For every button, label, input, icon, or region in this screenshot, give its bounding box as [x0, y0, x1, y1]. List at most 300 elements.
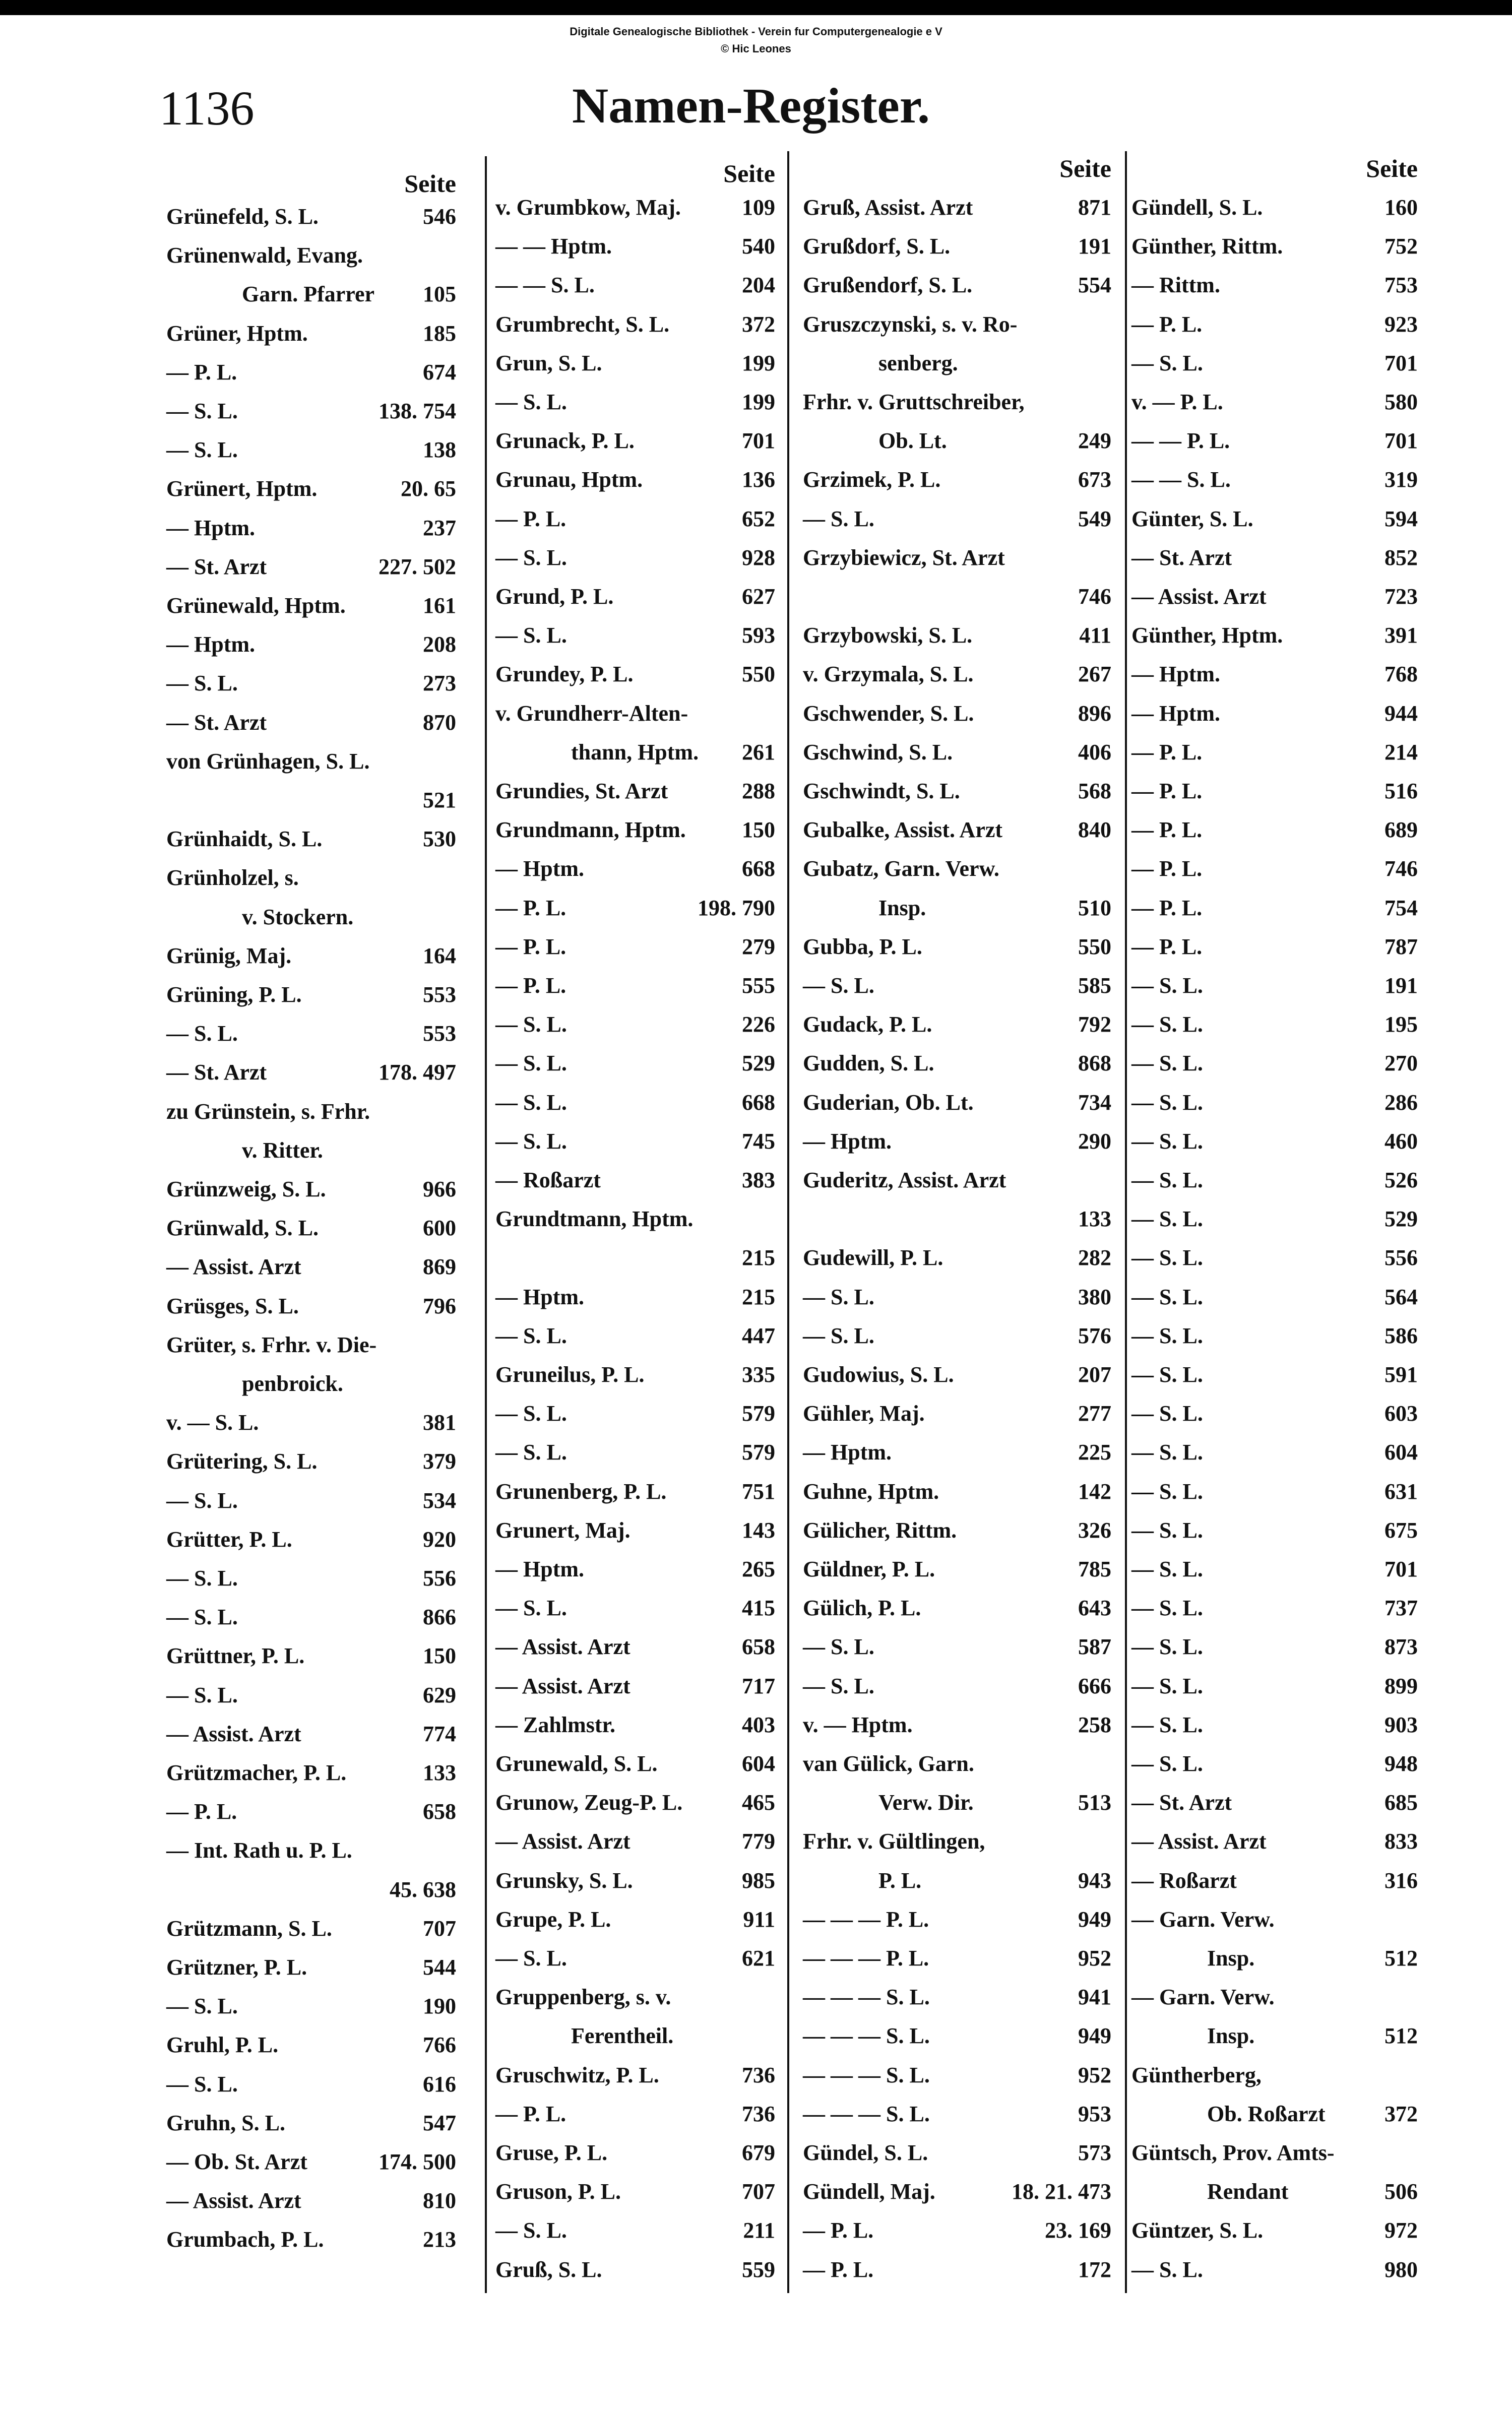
- register-entry: [1131, 305, 1418, 344]
- register-entry: [1131, 2095, 1418, 2133]
- entry-name: thann, Hptm.: [571, 739, 699, 765]
- register-entry: [1131, 1744, 1418, 1783]
- entry-page: 953: [1078, 2101, 1111, 2126]
- entry-page: 185: [423, 321, 456, 346]
- entry-name: Ferentheil.: [571, 2023, 674, 2049]
- entry-name: — Hptm.: [495, 1556, 584, 1581]
- entry-page: 199: [742, 389, 775, 414]
- entry-name: — S. L.: [1131, 1090, 1203, 1115]
- entry-page: 372: [742, 311, 775, 337]
- entry-page: 952: [1078, 2062, 1111, 2087]
- entry-name: — S. L.: [495, 1440, 567, 1465]
- entry-page: 852: [1384, 545, 1418, 570]
- register-entry: [803, 1784, 1111, 1822]
- entry-page: 191: [1078, 234, 1111, 259]
- register-entry: [495, 1550, 775, 1589]
- register-entry: [1131, 2017, 1418, 2056]
- register-entry: [166, 1520, 456, 1559]
- entry-page: 631: [1384, 1479, 1418, 1504]
- entry-page: 18. 21. 473: [1012, 2179, 1111, 2204]
- entry-page: 316: [1384, 1868, 1418, 1893]
- entry-name: Gündell, S. L.: [1131, 195, 1263, 220]
- entry-name: — S. L.: [495, 1012, 567, 1037]
- register-entry: [495, 1705, 775, 1744]
- register-entry: [1131, 1511, 1418, 1550]
- entry-page: 215: [742, 1284, 775, 1309]
- register-column: [803, 0, 1111, 2369]
- entry-page: 553: [423, 1021, 456, 1046]
- entry-name: — S. L.: [1131, 1556, 1203, 1581]
- register-entry: [803, 227, 1111, 266]
- entry-page: 546: [423, 204, 456, 229]
- register-entry: [1131, 1161, 1418, 1199]
- register-entry: [803, 538, 1111, 577]
- entry-name: Grundey, P. L.: [495, 662, 634, 687]
- register-entry: [495, 2211, 775, 2250]
- entry-page: 138. 754: [379, 398, 456, 423]
- entry-name: — Hptm.: [166, 632, 255, 657]
- entry-name: — Roßarzt: [495, 1167, 601, 1192]
- entry-name: Grzybiewicz, St. Arzt: [803, 545, 1005, 570]
- entry-name: zu Grünstein, s. Frhr.: [166, 1099, 370, 1124]
- entry-page: 204: [742, 273, 775, 298]
- entry-name: Gruppenberg, s. v.: [495, 1985, 671, 2010]
- entry-page: 911: [743, 1907, 775, 1932]
- entry-name: Gruhn, S. L.: [166, 2110, 285, 2135]
- register-entry: [1131, 889, 1418, 927]
- entry-name: — — — S. L.: [803, 1985, 930, 2010]
- watermark-line-1: Digitale Genealogische Bibliothek - Verein fur Computergenealogie e V: [570, 25, 942, 38]
- register-entry: [1131, 188, 1418, 227]
- entry-name: — St. Arzt: [166, 1060, 267, 1085]
- entry-name: v. — P. L.: [1131, 389, 1223, 414]
- entry-name: Grünwald, S. L.: [166, 1216, 319, 1241]
- entry-page: 160: [1384, 195, 1418, 220]
- entry-page: 869: [423, 1254, 456, 1280]
- register-entry: [1131, 2133, 1418, 2172]
- entry-page: 174. 500: [379, 2149, 456, 2174]
- entry-name: Grüner, Hptm.: [166, 321, 308, 346]
- register-entry: [1131, 1705, 1418, 1744]
- entry-name: Grundmann, Hptm.: [495, 817, 686, 843]
- register-entry: [803, 461, 1111, 499]
- entry-page: 868: [1078, 1051, 1111, 1076]
- entry-name: — St. Arzt: [166, 710, 267, 735]
- entry-name: — St. Arzt: [1131, 545, 1232, 570]
- entry-name: — P. L.: [495, 2101, 566, 2126]
- register-entry: [803, 1744, 1111, 1783]
- register-entry: [166, 936, 456, 975]
- entry-name: Gudewill, P. L.: [803, 1245, 943, 1271]
- register-entry: [1131, 1083, 1418, 1122]
- entry-page: 383: [742, 1167, 775, 1192]
- entry-page: 717: [742, 1673, 775, 1698]
- register-entry: [166, 1170, 456, 1209]
- register-entry: [166, 2142, 456, 2181]
- entry-page: 658: [423, 1799, 456, 1824]
- register-entry: [166, 509, 456, 547]
- entry-page: 746: [1384, 856, 1418, 881]
- entry-name: — S. L.: [1131, 2257, 1203, 2282]
- entry-page: 785: [1078, 1556, 1111, 1581]
- entry-name: Grzimek, P. L.: [803, 467, 941, 492]
- register-entry: [1131, 227, 1418, 266]
- register-entry: [1131, 1394, 1418, 1433]
- entry-name: Grumbrecht, S. L.: [495, 311, 670, 337]
- register-entry: [495, 2017, 775, 2056]
- register-entry: [1131, 733, 1418, 772]
- entry-page: 506: [1384, 2179, 1418, 2204]
- entry-name: Grunewald, S. L.: [495, 1751, 658, 1776]
- register-entry: [803, 188, 1111, 227]
- entry-name: Gühler, Maj.: [803, 1401, 925, 1426]
- entry-name: Grüter, s. Frhr. v. Die-: [166, 1332, 377, 1357]
- entry-name: — P. L.: [803, 2257, 874, 2282]
- register-entry: [166, 1287, 456, 1325]
- entry-name: — S. L.: [1131, 1128, 1203, 1154]
- entry-page: 658: [742, 1634, 775, 1660]
- register-entry: [166, 1442, 456, 1481]
- register-entry: [1131, 422, 1418, 461]
- register-entry: [166, 859, 456, 898]
- entry-name: — S. L.: [495, 1945, 567, 1971]
- register-entry: [495, 850, 775, 889]
- entry-page: 381: [423, 1410, 456, 1435]
- entry-name: — S. L.: [1131, 1712, 1203, 1737]
- entry-page: 447: [742, 1323, 775, 1348]
- entry-name: — S. L.: [803, 506, 874, 531]
- register-entry: [803, 1822, 1111, 1861]
- register-entry: [166, 1092, 456, 1131]
- register-entry: [166, 975, 456, 1014]
- entry-page: 547: [423, 2110, 456, 2135]
- register-entry: [1131, 1978, 1418, 2017]
- register-entry: [1131, 1784, 1418, 1822]
- register-entry: [803, 1355, 1111, 1394]
- register-entry: [495, 1939, 775, 1978]
- entry-name: — Assist. Arzt: [166, 1721, 301, 1746]
- entry-page: 840: [1078, 817, 1111, 843]
- register-entry: [803, 1239, 1111, 1278]
- register-entry: [803, 772, 1111, 810]
- entry-name: Grüttner, P. L.: [166, 1643, 305, 1669]
- entry-page: 753: [1384, 273, 1418, 298]
- entry-page: 554: [1078, 273, 1111, 298]
- entry-name: — P. L.: [495, 895, 566, 920]
- entry-name: — P. L.: [1131, 895, 1203, 920]
- entry-page: 326: [1078, 1517, 1111, 1543]
- entry-page: 745: [742, 1128, 775, 1154]
- entry-page: 172: [1078, 2257, 1111, 2282]
- entry-page: 723: [1384, 584, 1418, 609]
- register-entry: [495, 305, 775, 344]
- entry-page: 579: [742, 1401, 775, 1426]
- register-entry: [1131, 1861, 1418, 1900]
- entry-page: 105: [423, 282, 456, 307]
- entry-name: — P. L.: [495, 973, 566, 998]
- entry-name: — S. L.: [1131, 1207, 1203, 1232]
- entry-page: 164: [423, 943, 456, 968]
- register-entry: [495, 1511, 775, 1550]
- entry-page: 580: [1384, 389, 1418, 414]
- register-entry: [166, 470, 456, 509]
- entry-name: — S. L.: [495, 1401, 567, 1426]
- register-entry: [166, 703, 456, 742]
- entry-page: 258: [1078, 1712, 1111, 1737]
- entry-page: 594: [1384, 506, 1418, 531]
- register-entry: [166, 1248, 456, 1287]
- entry-name: — S. L.: [166, 1682, 238, 1707]
- register-entry: [803, 1667, 1111, 1705]
- register-entry: [1131, 1628, 1418, 1667]
- register-entry: [495, 1355, 775, 1394]
- register-entry: [803, 927, 1111, 966]
- entry-page: 579: [742, 1440, 775, 1465]
- entry-page: 290: [1078, 1128, 1111, 1154]
- entry-name: Grünewald, Hptm.: [166, 593, 346, 618]
- entry-name: Gschwindt, S. L.: [803, 778, 960, 803]
- register-entry: [166, 2065, 456, 2104]
- register-entry: [495, 1239, 775, 1278]
- register-entry: [803, 1044, 1111, 1083]
- entry-page: 550: [1078, 934, 1111, 959]
- column-divider: [1125, 151, 1127, 2293]
- register-entry: [803, 1005, 1111, 1044]
- entry-page: 516: [1384, 778, 1418, 803]
- entry-page: 866: [423, 1605, 456, 1630]
- entry-name: — S. L.: [803, 1284, 874, 1309]
- entry-page: 138: [423, 437, 456, 463]
- register-entry: [166, 1209, 456, 1248]
- register-entry: [166, 2104, 456, 2142]
- register-entry: [495, 422, 775, 461]
- entry-name: van Gülick, Garn.: [803, 1751, 974, 1776]
- entry-name: — S. L.: [1131, 1479, 1203, 1504]
- entry-name: — Hptm.: [1131, 662, 1220, 687]
- register-entry: [166, 1948, 456, 1987]
- entry-name: v. Grumbkow, Maj.: [495, 195, 681, 220]
- register-entry: [495, 1589, 775, 1628]
- entry-name: — S. L.: [166, 1605, 238, 1630]
- register-entry: [166, 1053, 456, 1092]
- entry-page: 774: [423, 1721, 456, 1746]
- entry-page: 512: [1384, 1945, 1418, 1971]
- register-entry: [1131, 577, 1418, 616]
- entry-page: 586: [1384, 1323, 1418, 1348]
- register-entry: [1131, 1278, 1418, 1316]
- entry-page: 550: [742, 662, 775, 687]
- entry-name: — S. L.: [166, 398, 238, 423]
- entry-name: — Hptm.: [495, 1284, 584, 1309]
- register-entry: [1131, 811, 1418, 850]
- entry-name: Grünig, Maj.: [166, 943, 292, 968]
- register-entry: [803, 266, 1111, 305]
- entry-name: — P. L.: [166, 1799, 237, 1824]
- register-entry: [803, 2133, 1111, 2172]
- register-entry: [803, 1122, 1111, 1161]
- entry-page: 215: [742, 1245, 775, 1271]
- register-entry: [803, 305, 1111, 344]
- register-entry: [166, 314, 456, 353]
- entry-name: — S. L.: [1131, 1362, 1203, 1387]
- entry-page: 621: [742, 1945, 775, 1971]
- register-column: [1131, 0, 1418, 2369]
- entry-page: 928: [742, 545, 775, 570]
- entry-name: — — — S. L.: [803, 2062, 930, 2087]
- entry-name: — Hptm.: [803, 1128, 892, 1154]
- entry-name: Gudden, S. L.: [803, 1051, 934, 1076]
- entry-name: — S. L.: [495, 623, 567, 648]
- entry-name: senberg.: [878, 350, 958, 375]
- entry-name: Günter, S. L.: [1131, 506, 1253, 531]
- entry-page: 109: [742, 195, 775, 220]
- entry-name: P. L.: [878, 1868, 922, 1893]
- register-entry: [166, 1364, 456, 1403]
- entry-page: 754: [1384, 895, 1418, 920]
- register-entry: [803, 811, 1111, 850]
- entry-page: 23. 169: [1045, 2218, 1111, 2243]
- register-entry: [166, 1559, 456, 1598]
- entry-name: — Hptm.: [803, 1440, 892, 1465]
- entry-name: — S. L.: [1131, 1012, 1203, 1037]
- register-column: [166, 0, 456, 2369]
- entry-name: Grütering, S. L.: [166, 1449, 318, 1474]
- entry-name: — S. L.: [1131, 1517, 1203, 1543]
- entry-page: 833: [1384, 1829, 1418, 1854]
- entry-name: Grunert, Maj.: [495, 1517, 631, 1543]
- entry-name: v. Stockern.: [242, 904, 354, 929]
- entry-name: Grußdorf, S. L.: [803, 234, 951, 259]
- entry-page: 591: [1384, 1362, 1418, 1387]
- entry-name: v. Grundherr-Alten-: [495, 701, 688, 726]
- entry-name: — — — S. L.: [803, 2023, 930, 2049]
- entry-page: 616: [423, 2071, 456, 2097]
- entry-page: 556: [423, 1565, 456, 1591]
- entry-name: — Hptm.: [166, 515, 255, 540]
- entry-page: 521: [423, 787, 456, 812]
- entry-page: 593: [742, 623, 775, 648]
- register-entry: [495, 2133, 775, 2172]
- register-entry: [166, 586, 456, 625]
- register-entry: [166, 625, 456, 664]
- register-entry: [803, 1589, 1111, 1628]
- entry-name: — S. L.: [166, 1565, 238, 1591]
- entry-page: 319: [1384, 467, 1418, 492]
- register-entry: [495, 2056, 775, 2095]
- entry-name: — S. L.: [1131, 1051, 1203, 1076]
- entry-name: Güntzer, S. L.: [1131, 2218, 1264, 2243]
- register-entry: [1131, 694, 1418, 733]
- entry-name: Insp.: [1207, 2023, 1255, 2049]
- entry-page: 576: [1078, 1323, 1111, 1348]
- register-entry: [1131, 1939, 1418, 1978]
- entry-page: 604: [742, 1751, 775, 1776]
- entry-page: 214: [1384, 739, 1418, 765]
- register-entry: [803, 2056, 1111, 2095]
- entry-page: 652: [742, 506, 775, 531]
- register-entry: [803, 2017, 1111, 2056]
- entry-name: v. — Hptm.: [803, 1712, 913, 1737]
- register-entry: [803, 850, 1111, 889]
- entry-name: Gündell, Maj.: [803, 2179, 935, 2204]
- entry-page: 701: [1384, 428, 1418, 454]
- entry-name: — Assist. Arzt: [166, 1254, 301, 1280]
- entry-name: penbroick.: [242, 1371, 343, 1396]
- register-entry: [495, 2095, 775, 2133]
- register-entry: [495, 383, 775, 421]
- entry-name: Grüning, P. L.: [166, 982, 302, 1007]
- register-entry: [803, 1316, 1111, 1355]
- entry-page: 685: [1384, 1790, 1418, 1815]
- entry-name: — S. L.: [1131, 1634, 1203, 1660]
- entry-page: 555: [742, 973, 775, 998]
- register-entry: [495, 1200, 775, 1239]
- entry-page: 282: [1078, 1245, 1111, 1271]
- entry-name: Grütter, P. L.: [166, 1527, 292, 1552]
- register-entry: [166, 1870, 456, 1909]
- entry-page: 675: [1384, 1517, 1418, 1543]
- entry-name: — Roßarzt: [1131, 1868, 1237, 1893]
- entry-name: v. — S. L.: [166, 1410, 259, 1435]
- register-entry: [1131, 1433, 1418, 1472]
- register-entry: [803, 2250, 1111, 2289]
- entry-page: 736: [742, 2062, 775, 2087]
- entry-name: — S. L.: [803, 973, 874, 998]
- entry-page: 752: [1384, 234, 1418, 259]
- entry-page: 465: [742, 1790, 775, 1815]
- register-entry: [166, 1325, 456, 1364]
- entry-name: — S. L.: [1131, 1596, 1203, 1621]
- entry-page: 544: [423, 1954, 456, 1980]
- entry-name: — S. L.: [495, 1128, 567, 1154]
- entry-page: 966: [423, 1176, 456, 1201]
- register-entry: [1131, 1200, 1418, 1239]
- entry-page: 207: [1078, 1362, 1111, 1387]
- register-entry: [803, 1978, 1111, 2017]
- entry-name: Insp.: [1207, 1945, 1255, 1971]
- entry-name: Grunsky, S. L.: [495, 1868, 633, 1893]
- entry-name: — — P. L.: [1131, 428, 1230, 454]
- entry-page: 540: [742, 234, 775, 259]
- entry-page: 949: [1078, 1907, 1111, 1932]
- entry-page: 406: [1078, 739, 1111, 765]
- register-entry: [803, 2211, 1111, 2250]
- register-entry: [803, 966, 1111, 1005]
- register-entry: [495, 1394, 775, 1433]
- entry-name: Guderian, Ob. Lt.: [803, 1090, 974, 1115]
- entry-page: 689: [1384, 817, 1418, 843]
- register-entry: [495, 266, 775, 305]
- entry-name: Grundies, St. Arzt: [495, 778, 668, 803]
- register-entry: [495, 1628, 775, 1667]
- entry-name: Günther, Hptm.: [1131, 623, 1283, 648]
- entry-name: Günther, Rittm.: [1131, 234, 1283, 259]
- entry-name: — St. Arzt: [166, 554, 267, 579]
- register-entry: [1131, 1550, 1418, 1589]
- page-number: 1136: [159, 81, 255, 135]
- register-entry: [1131, 2173, 1418, 2211]
- register-entry: [1131, 344, 1418, 383]
- register-entry: [803, 344, 1111, 383]
- entry-name: Rendant: [1207, 2179, 1289, 2204]
- register-entry: [166, 1014, 456, 1053]
- entry-name: — P. L.: [495, 934, 566, 959]
- entry-page: 161: [423, 593, 456, 618]
- entry-name: Gülicher, Rittm.: [803, 1517, 957, 1543]
- register-entry: [166, 353, 456, 392]
- entry-name: — S. L.: [495, 1323, 567, 1348]
- register-entry: [495, 499, 775, 538]
